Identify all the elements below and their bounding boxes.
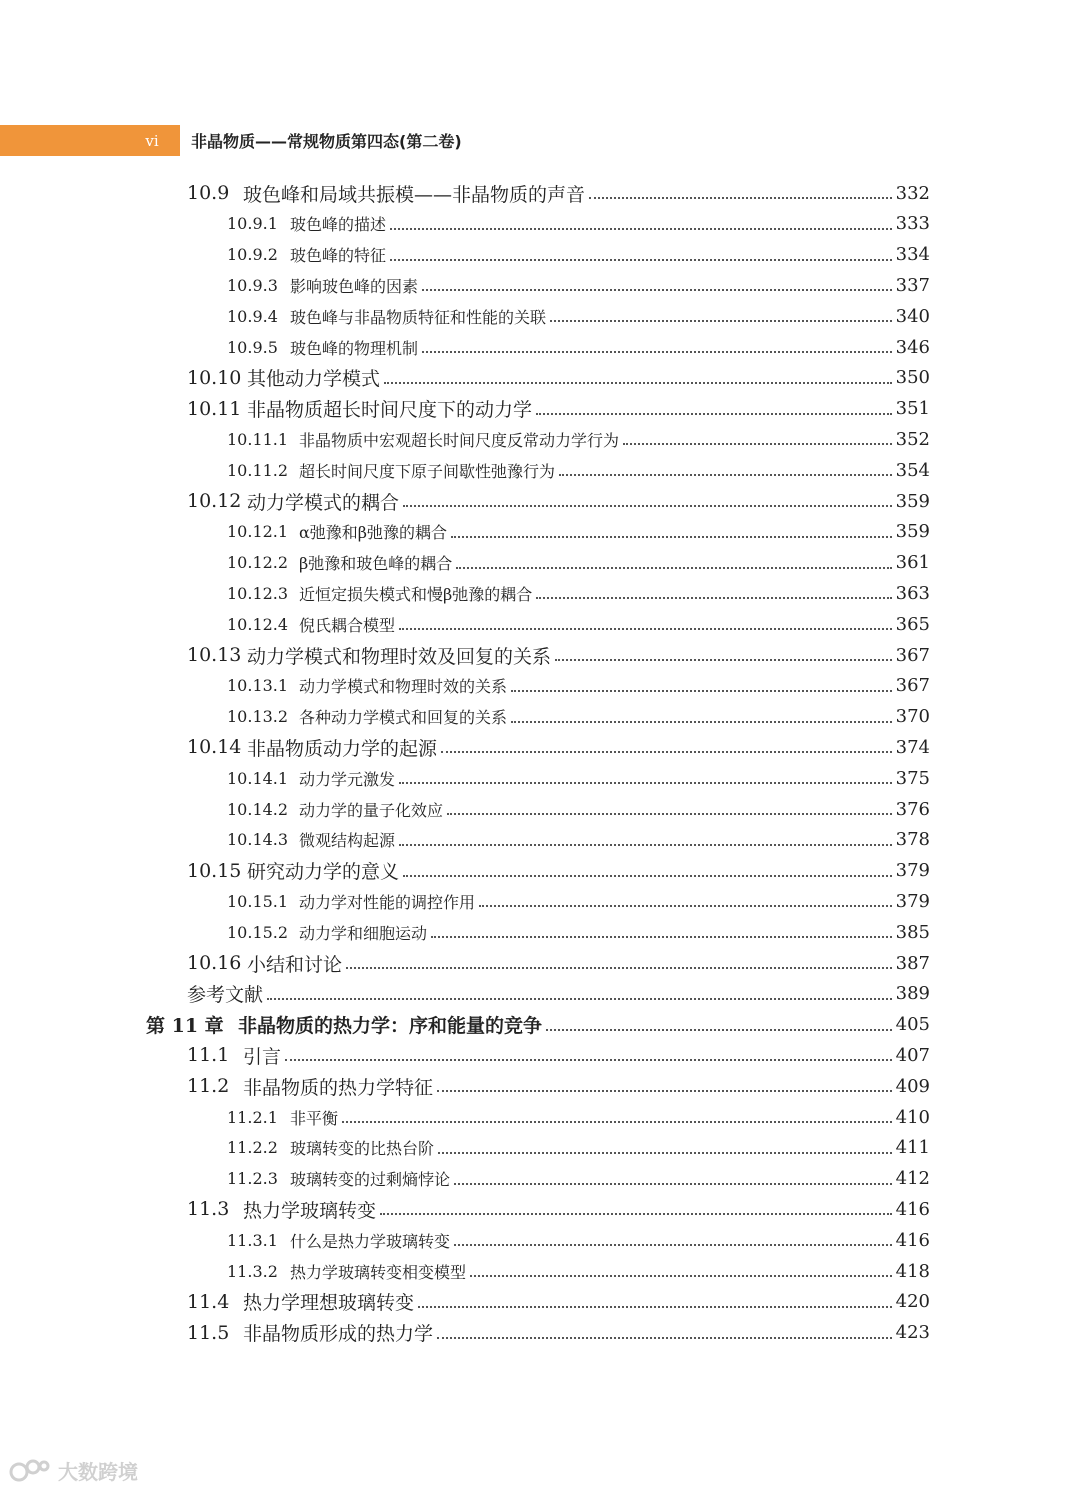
toc-entry-title: 动力学对性能的调控作用: [299, 892, 476, 912]
toc-leader-dots: [550, 320, 892, 322]
toc-entry-number: 10.16: [187, 952, 242, 974]
toc-section-entry[interactable]: [187, 1287, 930, 1317]
toc-entry-page: 409: [895, 1075, 930, 1097]
toc-entry-number: 11.3.2: [227, 1261, 278, 1281]
toc-subsection-entry[interactable]: [227, 825, 930, 855]
toc-section-entry[interactable]: [187, 1318, 930, 1348]
toc-entry-title: 近恒定损失模式和慢β弛豫的耦合: [299, 584, 533, 604]
toc-leader-dots: [511, 690, 892, 692]
toc-entry-number: 10.10: [187, 366, 242, 389]
toc-entry-number: 11.2.2: [227, 1138, 278, 1158]
toc-entry-title: 非晶物质的热力学特征: [243, 1076, 434, 1099]
toc-leader-dots: [536, 597, 891, 599]
toc-leader-dots: [454, 1183, 892, 1185]
page-number: vi: [145, 132, 159, 150]
toc-subsection-entry[interactable]: [227, 240, 930, 270]
toc-entry-page: 389: [895, 983, 930, 1005]
toc-subsection-entry[interactable]: [227, 1164, 930, 1194]
watermark-text: 大数跨境: [58, 1459, 138, 1484]
toc-entry-title: 玻璃转变的比热台阶: [290, 1139, 435, 1159]
toc-leader-dots: [267, 998, 892, 1000]
toc-entry-number: 10.11.1: [227, 429, 289, 449]
toc-entry-number: 10.12.4: [227, 614, 289, 634]
toc-entry-number: 10.14.2: [227, 799, 289, 819]
toc-entry-page: 423: [895, 1322, 930, 1344]
toc-entry-title: 参考文献: [187, 984, 264, 1007]
toc-entry-number: 11.3.1: [227, 1230, 278, 1250]
toc-entry-title: 非晶物质中宏观超长时间尺度反常动力学行为: [299, 430, 620, 450]
toc-section-entry[interactable]: [187, 394, 930, 424]
toc-entry-number: 10.9.4: [227, 306, 278, 326]
toc-section-entry[interactable]: [187, 732, 930, 762]
toc-entry-page: 350: [895, 367, 930, 389]
toc-entry-number: 10.14: [187, 736, 242, 759]
toc-entry-title: 动力学和细胞运动: [299, 923, 428, 943]
toc-entry-number: 10.9.1: [227, 214, 278, 234]
toc-entry-number: 10.9.3: [227, 275, 278, 295]
toc-subsection-entry[interactable]: [227, 702, 930, 732]
toc-entry-number: 10.13.1: [227, 676, 289, 696]
toc-entry-page: 359: [895, 490, 930, 512]
toc-entry-number: 11.2.3: [227, 1169, 278, 1189]
toc-entry-page: 367: [895, 644, 930, 666]
toc-leader-dots: [559, 474, 892, 476]
toc-entry-number: 10.12: [187, 490, 242, 512]
toc-section-entry[interactable]: [187, 1071, 930, 1101]
toc-entry-title: 各种动力学模式和回复的关系: [299, 708, 508, 728]
toc-leader-dots: [403, 505, 892, 507]
toc-entry-title: 非平衡: [290, 1108, 339, 1128]
toc-leader-dots: [536, 413, 892, 415]
toc-leader-dots: [418, 1306, 892, 1308]
toc-entry-page: 376: [895, 798, 930, 820]
toc-entry-number: 10.9.5: [227, 337, 278, 357]
toc-entry-title: 非晶物质形成的热力学: [243, 1323, 434, 1346]
toc-entry-page: 337: [895, 274, 930, 296]
toc-entry-page: 416: [895, 1229, 930, 1251]
toc-entry-page: 365: [895, 613, 930, 635]
toc-entry-title: 其他动力学模式: [247, 368, 381, 391]
toc-section-entry[interactable]: [187, 1194, 930, 1224]
toc-leader-dots: [623, 443, 892, 445]
toc-leader-dots: [437, 1337, 892, 1339]
toc-entry-page: 361: [895, 552, 930, 574]
toc-entry-page: 363: [895, 582, 930, 604]
toc-entry-page: 354: [895, 459, 930, 481]
toc-entry-page: 418: [895, 1260, 930, 1282]
toc-entry-page: 379: [895, 890, 930, 912]
toc-leader-dots: [399, 628, 892, 630]
toc-entry-number: 10.11.2: [227, 460, 289, 480]
toc-entry-title: 动力学元激发: [299, 769, 396, 789]
toc-leader-dots: [479, 905, 892, 907]
toc-entry-title: 玻色峰与非晶物质特征和性能的关联: [290, 307, 547, 327]
toc-entry-number: 11.2: [187, 1075, 230, 1098]
toc-entry-page: 333: [895, 213, 930, 235]
toc-leader-dots: [390, 228, 892, 230]
toc-section-entry[interactable]: [187, 486, 930, 516]
toc-entry-number: 10.9: [187, 182, 230, 204]
toc-section-entry[interactable]: [187, 979, 930, 1009]
toc-entry-page: 410: [895, 1106, 930, 1128]
toc-entry-number: 10.13.2: [227, 707, 289, 727]
toc-entry-title: 非晶物质的热力学：序和能量的竞争: [238, 1015, 543, 1038]
toc-entry-title: 小结和讨论: [247, 953, 343, 976]
toc-entry-number: 11.3: [187, 1198, 230, 1221]
toc-subsection-entry[interactable]: [227, 763, 930, 793]
toc-entry-page: 407: [895, 1044, 930, 1066]
toc-leader-dots: [511, 721, 892, 723]
toc-subsection-entry[interactable]: [227, 332, 930, 362]
toc-leader-dots: [346, 967, 892, 969]
toc-entry-title: 玻璃转变的过剩熵悖论: [290, 1170, 451, 1190]
toc-entry-page: 351: [895, 398, 930, 420]
toc-section-entry[interactable]: [187, 178, 930, 208]
toc-leader-dots: [422, 351, 892, 353]
toc-entry-title: 动力学模式的耦合: [247, 491, 400, 514]
toc-leader-dots: [384, 382, 892, 384]
toc-leader-dots: [431, 936, 892, 938]
toc-entry-page: 352: [895, 428, 930, 450]
toc-subsection-entry[interactable]: [227, 671, 930, 701]
toc-entry-page: 378: [895, 829, 930, 851]
toc-entry-number: 10.12.1: [227, 522, 289, 542]
toc-entry-page: 359: [895, 521, 930, 543]
toc-entry-number: 10.9.2: [227, 245, 278, 265]
toc-subsection-entry[interactable]: [227, 794, 930, 824]
toc-entry-page: 420: [895, 1291, 930, 1313]
toc-entry-page: 379: [895, 860, 930, 882]
toc-entry-number: 11.2.1: [227, 1107, 278, 1127]
toc-entry-number: 10.14.3: [227, 830, 289, 850]
toc-entry-title: 动力学的量子化效应: [299, 800, 444, 820]
toc-leader-dots: [447, 813, 892, 815]
toc-entry-page: 374: [895, 736, 930, 758]
toc-entry-number: 11.1: [187, 1044, 230, 1067]
toc-entry-title: 热力学玻璃转变相变模型: [290, 1262, 467, 1282]
toc-subsection-entry[interactable]: [227, 270, 930, 300]
toc-leader-dots: [589, 197, 892, 199]
toc-entry-page: 334: [895, 244, 930, 266]
toc-leader-dots: [390, 259, 892, 261]
toc-section-entry[interactable]: [187, 363, 930, 393]
toc-entry-title: 热力学玻璃转变: [243, 1199, 377, 1222]
toc-entry-number: 11.5: [187, 1321, 230, 1344]
toc-subsection-entry[interactable]: [227, 517, 930, 547]
toc-entry-page: 385: [895, 921, 930, 943]
toc-entry-title: 非晶物质动力学的起源: [247, 737, 438, 760]
toc-entry-number: 10.15.2: [227, 922, 289, 942]
toc-entry-title: 玻色峰和局域共振模——非晶物质的声音: [243, 183, 586, 206]
toc-leader-dots: [403, 875, 892, 877]
toc-section-entry[interactable]: [187, 640, 930, 670]
toc-entry-number: 第 11 章: [146, 1015, 224, 1038]
toc-leader-dots: [454, 1244, 892, 1246]
toc-leader-dots: [470, 1275, 892, 1277]
toc-leader-dots: [437, 1090, 892, 1092]
toc-subsection-entry[interactable]: [227, 1102, 930, 1132]
toc-subsection-entry[interactable]: [227, 424, 930, 454]
watermark-logo-icon: [8, 1457, 52, 1483]
toc-leader-dots: [399, 844, 892, 846]
toc-entry-title: 微观结构起源: [299, 831, 396, 851]
toc-chapter-entry[interactable]: [146, 1010, 930, 1040]
toc-entry-title: 玻色峰的物理机制: [290, 338, 419, 358]
toc-subsection-entry[interactable]: [227, 209, 930, 239]
toc-section-entry[interactable]: [187, 1040, 930, 1070]
toc-entry-title: α弛豫和β弛豫的耦合: [299, 523, 448, 543]
toc-subsection-entry[interactable]: [227, 886, 930, 916]
toc-subsection-entry[interactable]: [227, 548, 930, 578]
toc-leader-dots: [441, 751, 892, 753]
toc-leader-dots: [438, 1152, 892, 1154]
toc-entry-title: 非晶物质超长时间尺度下的动力学: [247, 399, 533, 422]
toc-subsection-entry[interactable]: [227, 1133, 930, 1163]
toc-leader-dots: [422, 289, 892, 291]
toc-entry-page: 332: [895, 182, 930, 204]
toc-entry-number: 10.12.2: [227, 553, 289, 573]
toc-subsection-entry[interactable]: [227, 917, 930, 947]
toc-section-entry[interactable]: [187, 948, 930, 978]
toc-entry-title: 动力学模式和物理时效及回复的关系: [247, 645, 552, 668]
toc-entry-title: 倪氏耦合模型: [299, 615, 396, 635]
toc-entry-number: 10.15: [187, 859, 242, 882]
toc-entry-title: 引言: [243, 1045, 282, 1068]
toc-entry-page: 370: [895, 706, 930, 728]
toc-entry-title: 玻色峰的特征: [290, 246, 387, 266]
toc-subsection-entry[interactable]: [227, 455, 930, 485]
toc-leader-dots: [456, 567, 891, 569]
toc-entry-title: 动力学模式和物理时效的关系: [299, 677, 508, 697]
toc-entry-number: 10.14.1: [227, 768, 289, 788]
toc-leader-dots: [342, 1121, 892, 1123]
toc-subsection-entry[interactable]: [227, 301, 930, 331]
toc-leader-dots: [380, 1213, 892, 1215]
watermark: [8, 1455, 138, 1485]
toc-entry-title: 研究动力学的意义: [247, 861, 400, 884]
toc-subsection-entry[interactable]: [227, 1225, 930, 1255]
toc-entry-page: 340: [895, 305, 930, 327]
toc-leader-dots: [555, 659, 892, 661]
toc-subsection-entry[interactable]: [227, 609, 930, 639]
toc-entry-page: 416: [895, 1198, 930, 1220]
toc-entry-title: 玻色峰的描述: [290, 215, 387, 235]
toc-leader-dots: [285, 1059, 892, 1061]
toc-entry-number: 11.4: [187, 1290, 230, 1313]
toc-entry-number: 10.12.3: [227, 583, 289, 603]
toc-entry-title: 热力学理想玻璃转变: [243, 1292, 415, 1315]
toc-entry-page: 387: [895, 952, 930, 974]
toc-entry-page: 411: [895, 1137, 930, 1159]
toc-leader-dots: [451, 536, 892, 538]
toc-entry-page: 346: [895, 336, 930, 358]
toc-entry-number: 10.15.1: [227, 891, 289, 911]
toc-entry-page: 367: [895, 675, 930, 697]
toc-subsection-entry[interactable]: [227, 578, 930, 608]
toc-entry-number: 10.13: [187, 644, 242, 666]
toc-leader-dots: [546, 1029, 892, 1031]
toc-entry-title: 超长时间尺度下原子间歇性弛豫行为: [299, 461, 556, 481]
running-header-title: 非晶物质——常规物质第四态(第二卷): [191, 132, 462, 151]
toc-entry-page: 375: [895, 767, 930, 789]
toc-section-entry[interactable]: [187, 856, 930, 886]
toc-entry-title: β弛豫和玻色峰的耦合: [299, 554, 453, 574]
toc-entry-number: 10.11: [187, 397, 242, 420]
toc-subsection-entry[interactable]: [227, 1256, 930, 1286]
toc-entry-title: 影响玻色峰的因素: [290, 276, 419, 296]
toc-entry-page: 412: [895, 1168, 930, 1190]
toc-entry-title: 什么是热力学玻璃转变: [290, 1231, 451, 1251]
toc-leader-dots: [399, 782, 892, 784]
toc-entry-page: 405: [895, 1014, 930, 1036]
